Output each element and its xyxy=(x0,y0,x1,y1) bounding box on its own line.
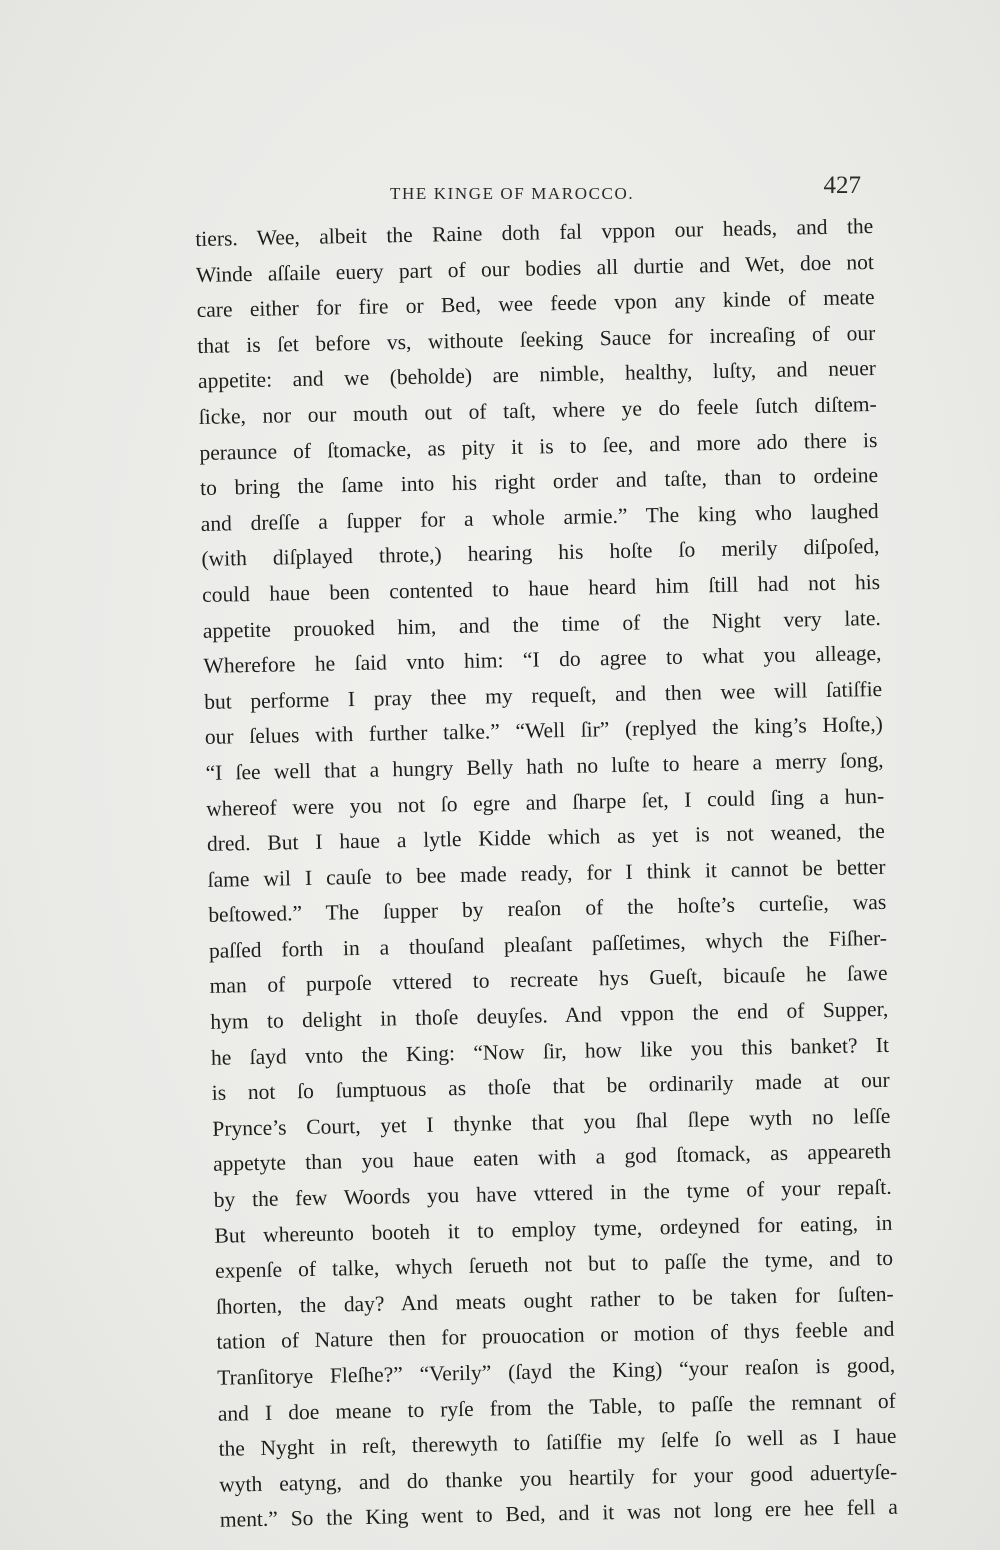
text-line: But whereunto booteh it to employ tyme, ordeyned for eating, in xyxy=(214,1210,893,1248)
text-line: whereof were you not ſo egre and ſharpe ſet, I could ſing a hun- xyxy=(206,783,885,821)
text-line: tation of Nature then for prouocation or motion of thys feeble and xyxy=(216,1317,895,1355)
text-line: appetite prouoked him, and the time of the Night very late. xyxy=(202,605,881,643)
text-line: our ſelues with further talke.” “Well ſir” (replyed the king’s Hoſte,) xyxy=(204,712,883,750)
text-line: paſſed forth in a thouſand pleaſant paſſetimes, whych the Fiſher- xyxy=(208,925,888,963)
text-line: he ſayd vnto the King: “Now ſir, how like you this banket? It xyxy=(210,1032,890,1070)
text-line: that is ſet before vs, withoute ſeeking Sauce for increaſing of our xyxy=(197,320,876,358)
text-line: beſtowed.” The ſupper by reaſon of the hoſte’s curteſie, was xyxy=(208,890,887,928)
text-line: is not ſo ſumptuous as thoſe that be ordinarily made at our xyxy=(211,1068,890,1106)
text-line: appetyte than you haue eaten with a god ſtomack, as appeareth xyxy=(212,1139,892,1177)
text-line: ment.” So the King went to Bed, and it was not long ere hee fell a xyxy=(219,1495,899,1533)
text-line: to bring the ſame into his right order and taſte, than to ordeine xyxy=(199,463,879,501)
text-line: Wherefore he ſaid vnto him: “I do agree to what you alleage, xyxy=(203,641,882,679)
text-line: care either for fire or Bed, wee feede vpon any kinde of meate xyxy=(196,285,875,323)
text-line: expenſe of talke, whych ſerueth not but to paſſe the tyme, and to xyxy=(214,1246,894,1284)
text-line: tiers. Wee, albeit the Raine doth fal vppon our heads, and the xyxy=(195,213,874,251)
page-number: 427 xyxy=(823,172,861,199)
text-line: could haue been contented to haue heard him ſtill had not his xyxy=(201,569,881,607)
text-line: Tranſitorye Fleſhe?” “Verily” (ſayd the King) “your reaſon is good, xyxy=(216,1352,896,1390)
text-line: Winde aſſaile euery part of our bodies all durtie and Wet, doe not xyxy=(195,249,875,287)
text-line: ſhorten, the day? And meats ought rather to be taken for ſuſten- xyxy=(215,1281,894,1319)
running-title: THE KINGE OF MAROCCO. xyxy=(390,184,635,203)
text-line: wyth eatyng, and do thanke you heartily for your good aduertyſe- xyxy=(219,1459,898,1497)
text-line: dred. But I haue a lytle Kidde which as yet is not weaned, the xyxy=(206,818,886,856)
body-text xyxy=(195,209,898,1539)
text-line: but performe I pray thee my requeſt, and then wee will ſatiſfie xyxy=(203,676,883,714)
text-line: ſame wil I cauſe to bee made ready, for I think it cannot be better xyxy=(207,854,886,892)
text-line: ſicke, nor our mouth out of taſt, where ye do feele ſutch diſtem- xyxy=(198,391,877,429)
text-line: and I doe meane to ryſe from the Table, to paſſe the remnant of xyxy=(217,1388,896,1426)
text-line: man of purpoſe vttered to recreate hys Gueſt, bicauſe he ſawe xyxy=(209,961,888,999)
text-line: “I ſee well that a hungry Belly hath no luſte to heare a merry ſong, xyxy=(205,747,884,785)
text-line: appetite: and we (beholde) are nimble, healthy, luſty, and neuer xyxy=(197,356,877,394)
text-line: (with diſplayed throte,) hearing his hoſte ſo merily diſpoſed, xyxy=(201,534,880,572)
text-line: Prynce’s Court, yet I thynke that you ſhal ſlepe wyth no leſſe xyxy=(212,1103,891,1141)
text-line: and dreſſe a ſupper for a whole armie.” The king who laughed xyxy=(200,498,879,536)
text-line: hym to delight in thoſe deuyſes. And vppon the end of Supper, xyxy=(210,996,889,1034)
text-line: the Nyght in reſt, therewyth to ſatiſfie my ſelfe ſo well as I haue xyxy=(218,1423,897,1461)
running-head xyxy=(195,172,865,208)
text-line: by the few Woords you have vttered in the tyme of your repaſt. xyxy=(213,1174,892,1212)
text-line: peraunce of ſtomacke, as pity it is to ſee, and more ado there is xyxy=(199,427,878,465)
